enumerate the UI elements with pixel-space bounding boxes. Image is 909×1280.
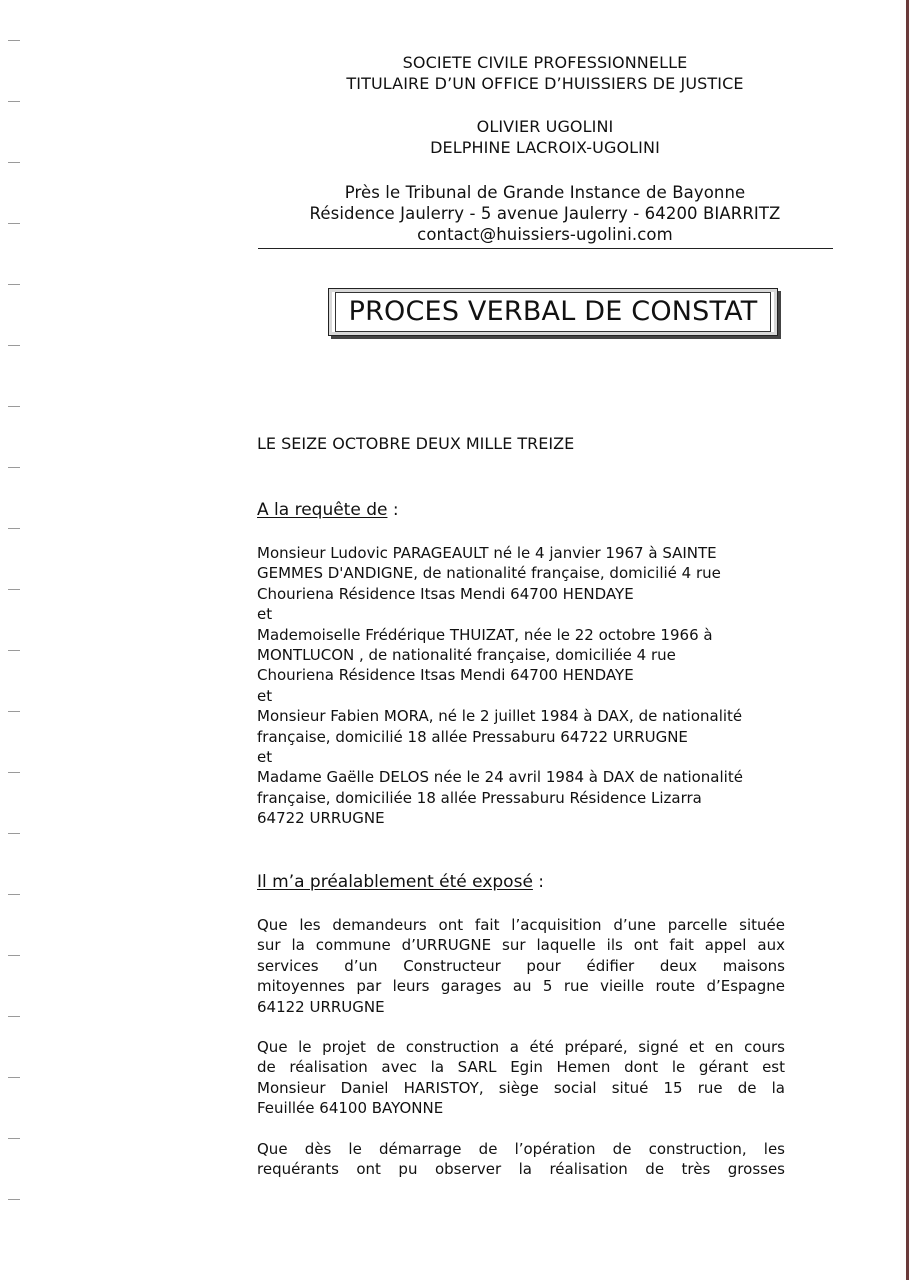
party-line: Chouriena Résidence Itsas Mendi 64700 HENDAYE bbox=[257, 584, 634, 603]
letterhead bbox=[255, 52, 835, 245]
document-title: PROCES VERBAL DE CONSTAT bbox=[335, 292, 771, 332]
party-line: française, domiciliée 18 allée Pressaburu Résidence Lizarra bbox=[257, 788, 702, 807]
title-box bbox=[328, 288, 778, 336]
party-line: GEMMES D'ANDIGNE, de nationalité française, domicilié 4 rue bbox=[257, 564, 721, 583]
expose-label: Il m’a préalablement été exposé bbox=[257, 872, 533, 892]
party-line: Madame Gaëlle DELOS née le 24 avril 1984 à DAX de nationalité bbox=[257, 768, 743, 787]
party-line: française, domicilié 18 allée Pressaburu 64722 URRUGNE bbox=[257, 727, 688, 746]
paragraph bbox=[257, 1037, 785, 1119]
paragraph-line: sur la commune d’URRUGNE sur laquelle ils ont fait appel aux bbox=[257, 936, 785, 955]
expose-heading bbox=[257, 872, 785, 892]
header-rule bbox=[258, 248, 833, 249]
party-line: et bbox=[257, 748, 273, 767]
party-line: et bbox=[257, 605, 273, 624]
paragraph-line: mitoyennes par leurs garages au 5 rue vieille route d’Espagne bbox=[257, 977, 785, 996]
letterhead-court: Près le Tribunal de Grande Instance de Bayonne bbox=[344, 183, 746, 202]
party-line: et bbox=[257, 686, 273, 705]
party-line: MONTLUCON , de nationalité française, domiciliée 4 rue bbox=[257, 646, 676, 665]
party-line: Monsieur Fabien MORA, né le 2 juillet 1984 à DAX, de nationalité bbox=[257, 707, 743, 726]
requete-heading bbox=[257, 500, 785, 520]
expose-suffix: : bbox=[532, 872, 545, 892]
paragraph-line: 64122 URRUGNE bbox=[257, 997, 385, 1016]
paragraph-line: Feuillée 64100 BAYONNE bbox=[257, 1099, 444, 1118]
margin-ticks bbox=[8, 40, 22, 1260]
paragraph-line: services d’un Constructeur pour édifier deux maisons bbox=[257, 956, 785, 975]
paragraph-line: Que les demandeurs ont fait l’acquisition d’une parcelle située bbox=[257, 916, 785, 934]
paragraph-line: Que le projet de construction a été préparé, signé et en cours bbox=[257, 1038, 785, 1057]
party-line: Monsieur Ludovic PARAGEAULT né le 4 janvier 1967 à SAINTE bbox=[257, 544, 717, 562]
paragraph-line: requérants ont pu observer la réalisation de très grosses bbox=[257, 1160, 785, 1179]
letterhead-line2: TITULAIRE D’UN OFFICE D’HUISSIERS DE JUSTICE bbox=[346, 74, 744, 93]
requete-label: A la requête de bbox=[257, 500, 388, 520]
paragraph-line: de réalisation avec la SARL Egin Hemen dont le gérant est bbox=[257, 1058, 785, 1077]
letterhead-address: Résidence Jaulerry - 5 avenue Jaulerry - 64200 BIARRITZ bbox=[309, 204, 781, 223]
letterhead-name1: OLIVIER UGOLINI bbox=[476, 117, 614, 136]
paragraph-line: Monsieur Daniel HARISTOY, siège social situé 15 rue de la bbox=[257, 1078, 785, 1097]
paragraph bbox=[257, 1139, 785, 1180]
document-date: LE SEIZE OCTOBRE DEUX MILLE TREIZE bbox=[257, 434, 575, 453]
party-line: 64722 URRUGNE bbox=[257, 809, 385, 828]
parties-block bbox=[257, 543, 785, 829]
paragraph bbox=[257, 915, 785, 1017]
letterhead-line1: SOCIETE CIVILE PROFESSIONNELLE bbox=[402, 53, 688, 72]
requete-suffix: : bbox=[387, 500, 399, 520]
body-text bbox=[257, 915, 785, 1199]
letterhead-email: contact@huissiers-ugolini.com bbox=[417, 225, 673, 244]
party-line: Mademoiselle Frédérique THUIZAT, née le 22 octobre 1966 à bbox=[257, 625, 713, 644]
party-line: Chouriena Résidence Itsas Mendi 64700 HENDAYE bbox=[257, 666, 634, 685]
letterhead-name2: DELPHINE LACROIX-UGOLINI bbox=[430, 138, 660, 157]
paragraph-line: Que dès le démarrage de l’opération de construction, les bbox=[257, 1139, 785, 1158]
